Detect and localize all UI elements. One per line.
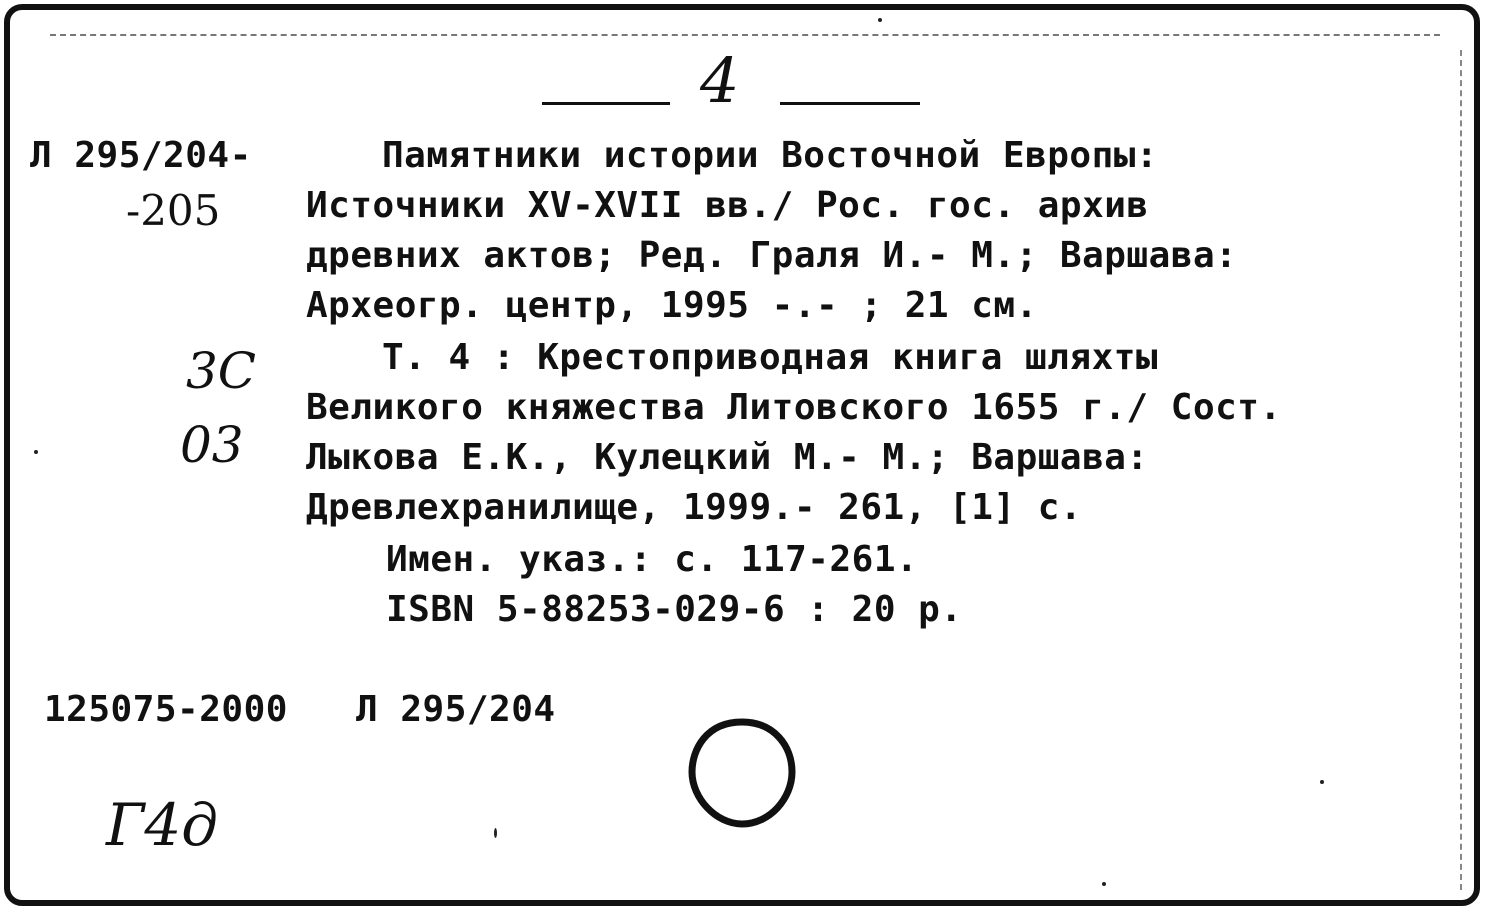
speck xyxy=(34,450,38,454)
speck xyxy=(1320,780,1324,784)
main-entry-line-2: Источники XV-XVII вв./ Рос. гос. архив xyxy=(306,185,1149,226)
handwritten-code-2: 03 xyxy=(180,416,244,474)
punch-hole-icon xyxy=(686,716,798,830)
volume-line-4: Древлехранилище, 1999.- 261, [1] с. xyxy=(306,487,1083,528)
speck xyxy=(1102,882,1106,886)
card-number-left-rule xyxy=(542,102,670,105)
shelfmark-continuation: -205 xyxy=(126,186,221,235)
speck xyxy=(878,18,882,22)
handwritten-mark: Г4д xyxy=(106,791,219,859)
main-entry-line-1 xyxy=(382,135,1418,176)
punch-hole-outline xyxy=(692,722,792,824)
top-dashed-border xyxy=(50,34,1440,36)
right-dashed-border xyxy=(1460,50,1462,890)
card-number-right-rule xyxy=(780,102,920,105)
catalog-card xyxy=(4,4,1480,906)
volume-line-2: Великого княжества Литовского 1655 г./ Сост. xyxy=(306,387,1282,428)
shelfmark: Л 295/204- xyxy=(30,135,252,176)
footer-shelfmark: Л 295/204 xyxy=(356,689,556,730)
accession-number: 125075-2000 xyxy=(44,689,288,730)
main-entry-line-3: древних актов; Ред. Граля И.- М.; Варшава: xyxy=(306,235,1238,276)
main-entry-line-4: Археогр. центр, 1995 -.- ; 21 см. xyxy=(306,285,1038,326)
index-note: Имен. указ.: с. 117-261. xyxy=(386,539,919,580)
volume-line-1: Т. 4 : Крестоприводная книга шляхты xyxy=(382,337,1159,378)
isbn-note: ISBN 5-88253-029-6 : 20 р. xyxy=(386,589,963,630)
speck xyxy=(494,828,497,838)
volume-line-3: Лыкова Е.К., Кулецкий М.- М.; Варшава: xyxy=(306,437,1149,478)
handwritten-code-1: 3С xyxy=(186,342,257,400)
main-entry-line-1-text: Памятники истории Восточной Европы: xyxy=(382,135,1159,176)
card-number: 4 xyxy=(700,44,740,117)
